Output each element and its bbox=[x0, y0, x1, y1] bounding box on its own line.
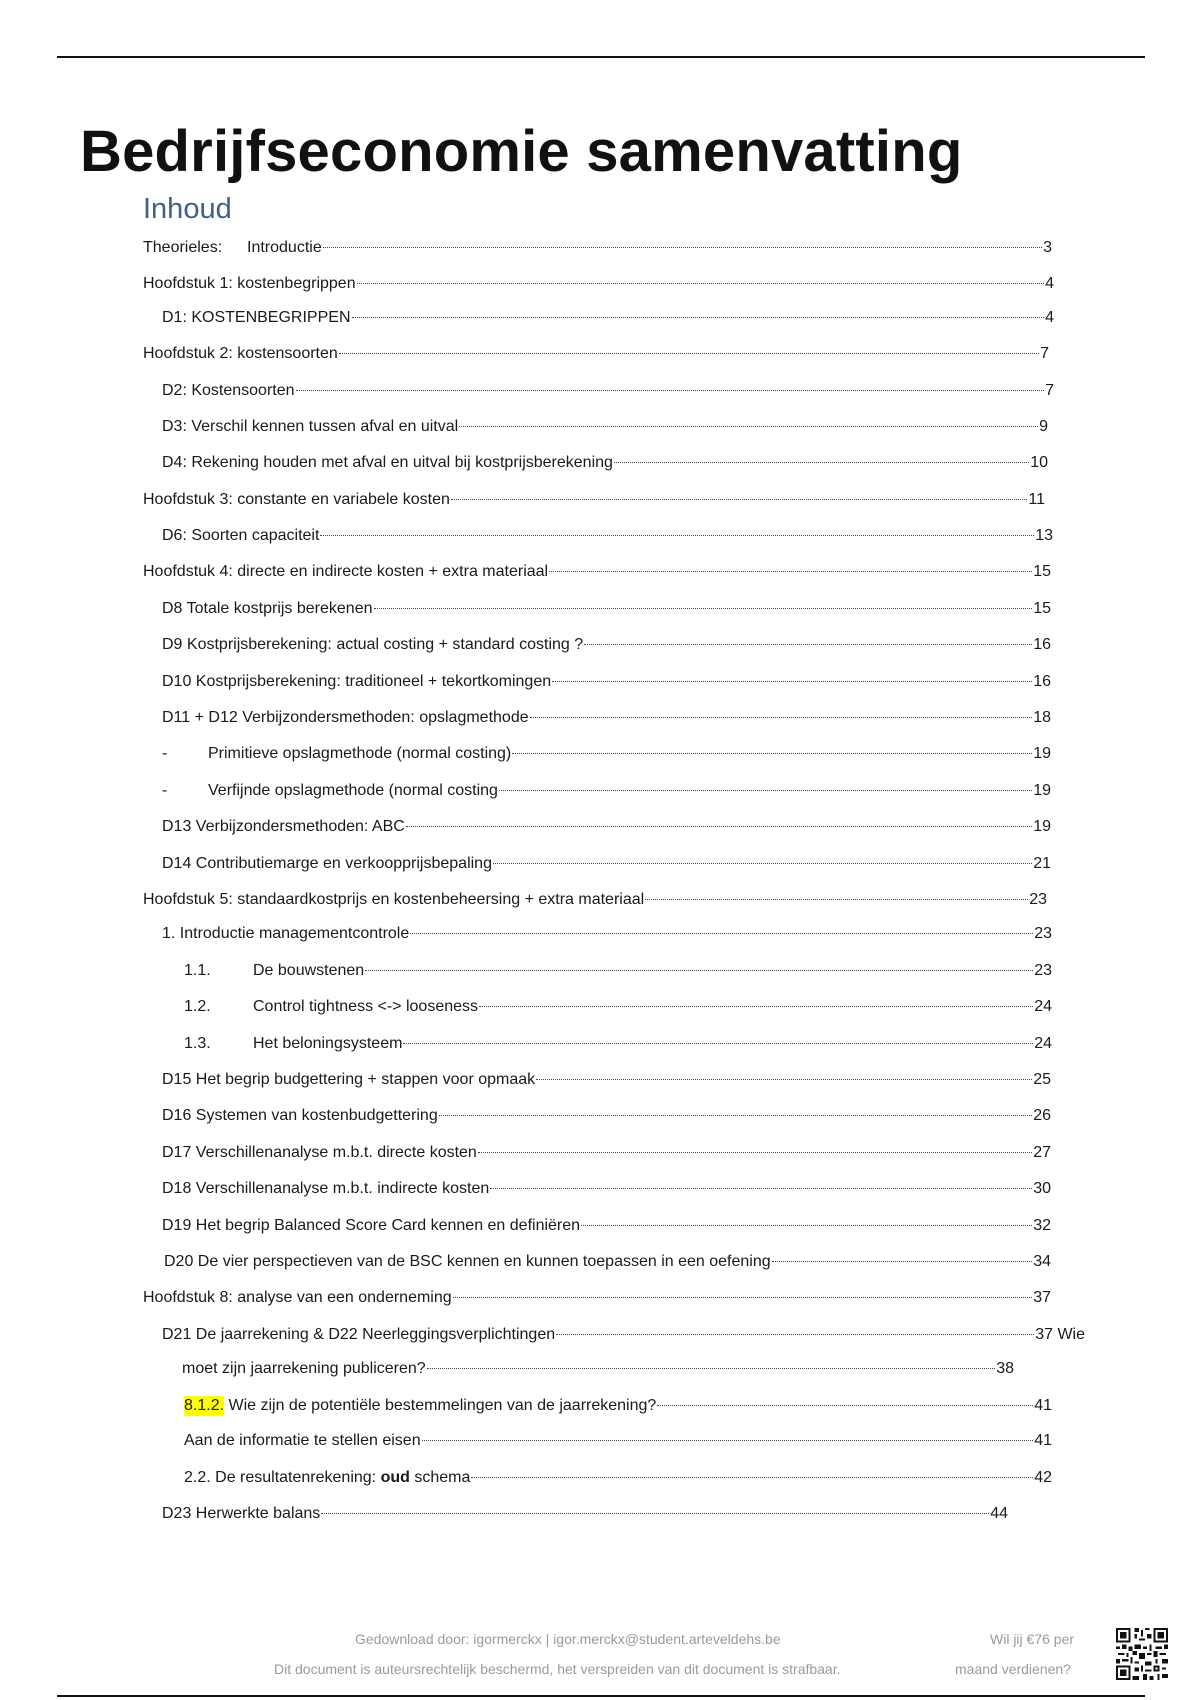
toc-entry-text: 1. Introductie managementcontrole bbox=[162, 925, 410, 942]
toc-leader-dots bbox=[321, 1513, 989, 1514]
toc-entry-text: D2: Kostensoorten bbox=[162, 382, 295, 399]
toc-leader-dots bbox=[490, 1188, 1032, 1189]
toc-entry-d15[interactable] bbox=[162, 1070, 1051, 1090]
toc-entry-hoofdstuk-2[interactable] bbox=[143, 344, 1049, 364]
toc-entry-text: D3: Verschil kennen tussen afval en uitval bbox=[162, 418, 459, 435]
toc-entry-text: D17 Verschillenanalyse m.b.t. directe kosten bbox=[162, 1144, 477, 1161]
toc-entry-text: D10 Kostprijsberekening: traditioneel + tekortkomingen bbox=[162, 673, 552, 690]
toc-leader-dots bbox=[451, 499, 1028, 500]
toc-page-number: 19 bbox=[1033, 782, 1051, 799]
toc-leader-dots bbox=[357, 283, 1045, 284]
toc-entry-text: Hoofdstuk 4: directe en indirecte kosten + extra materiaal bbox=[143, 563, 549, 580]
toc-leader-dots bbox=[439, 1115, 1032, 1116]
toc-entry-text: D14 Contributiemarge en verkoopprijsbepaling bbox=[162, 855, 492, 872]
toc-entry-d10[interactable] bbox=[162, 672, 1051, 692]
toc-entry-text: D20 De vier perspectieven van de BSC kennen en kunnen toepassen in een oefening bbox=[164, 1253, 771, 1270]
toc-entry-text: D4: Rekening houden met afval en uitval bij kostprijsberekening bbox=[162, 454, 613, 471]
toc-entry-text: D15 Het begrip budgettering + stappen voor opmaak bbox=[162, 1071, 536, 1088]
toc-entry-text: D9 Kostprijsberekening: actual costing + standard costing ? bbox=[162, 636, 584, 653]
toc-page-number: 24 bbox=[1034, 998, 1052, 1015]
toc-entry-text bbox=[184, 1468, 470, 1488]
toc-leader-dots bbox=[499, 790, 1032, 791]
toc-page-number: 4 bbox=[1045, 309, 1054, 326]
toc-entry-prefix: Theorieles: bbox=[143, 239, 223, 256]
footer-downloaded-by: Gedownload door: igormerckx | igor.merckx@student.arteveldehs.be bbox=[355, 1631, 781, 1647]
toc-entry-resultatenrekening[interactable] bbox=[184, 1468, 1052, 1488]
toc-entry-hoofdstuk-3[interactable] bbox=[143, 490, 1045, 510]
toc-entry-text: D13 Verbijzondersmethoden: ABC bbox=[162, 818, 405, 835]
toc-page-number: 26 bbox=[1033, 1107, 1051, 1124]
toc-entry-text: Control tightness <-> looseness bbox=[253, 998, 479, 1015]
toc-leader-dots bbox=[512, 753, 1032, 754]
toc-page-number: 7 bbox=[1045, 382, 1054, 399]
toc-page-number: 38 bbox=[996, 1360, 1014, 1377]
toc-leader-dots bbox=[374, 608, 1033, 609]
toc-entry-d2[interactable] bbox=[162, 381, 1054, 401]
toc-page-number: 19 bbox=[1033, 745, 1051, 762]
toc-entry-number: 1.1. bbox=[184, 962, 211, 979]
toc-entry-text: Wie zijn de potentiële bestemmelingen van de jaarrekening? bbox=[224, 1397, 657, 1414]
toc-entry-text: D8 Totale kostprijs berekenen bbox=[162, 600, 373, 617]
toc-leader-dots bbox=[614, 462, 1029, 463]
toc-leader-dots bbox=[365, 970, 1033, 971]
toc-page-number: 18 bbox=[1033, 709, 1051, 726]
toc-leader-dots bbox=[427, 1368, 996, 1369]
toc-entry-d13[interactable] bbox=[162, 817, 1051, 837]
toc-bullet-dash: - bbox=[162, 782, 168, 799]
toc-entry-d1[interactable] bbox=[162, 308, 1054, 328]
toc-page-number: 15 bbox=[1033, 563, 1051, 580]
toc-entry-text: De bouwstenen bbox=[253, 962, 365, 979]
toc-leader-dots bbox=[403, 1043, 1033, 1044]
toc-entry-primitieve-opslagmethode[interactable] bbox=[162, 744, 1051, 764]
toc-page-number: 15 bbox=[1033, 600, 1051, 617]
toc-leader-dots bbox=[453, 1297, 1033, 1298]
toc-page-number: 27 bbox=[1033, 1144, 1051, 1161]
toc-page-number: 42 bbox=[1034, 1469, 1052, 1486]
toc-page-number: 3 bbox=[1043, 239, 1052, 256]
toc-leader-dots bbox=[549, 571, 1032, 572]
toc-page-number: 7 bbox=[1040, 345, 1049, 362]
toc-entry-8-1-2[interactable] bbox=[184, 1396, 1052, 1416]
toc-leader-dots bbox=[459, 426, 1038, 427]
toc-page-number: 25 bbox=[1033, 1071, 1051, 1088]
toc-page-number: 37 bbox=[1035, 1326, 1053, 1343]
toc-entry-text: Hoofdstuk 3: constante en variabele kosten bbox=[143, 491, 450, 508]
toc-page-number: 4 bbox=[1045, 275, 1054, 292]
toc-page-number: 24 bbox=[1034, 1035, 1052, 1052]
toc-entry-number: 1.3. bbox=[184, 1035, 211, 1052]
toc-page-number: 23 bbox=[1029, 891, 1047, 908]
toc-entry-text: Aan de informatie te stellen eisen bbox=[184, 1432, 421, 1449]
toc-entry-text: Het beloningsysteem bbox=[253, 1035, 403, 1052]
toc-page-number: 30 bbox=[1033, 1180, 1051, 1197]
toc-leader-dots bbox=[530, 717, 1033, 718]
toc-entry-text-bold: oud bbox=[380, 1469, 410, 1486]
toc-leader-dots bbox=[471, 1477, 1033, 1478]
toc-entry-introductie-managementcontrole[interactable] bbox=[162, 924, 1052, 944]
toc-entry-hoofdstuk-1[interactable] bbox=[143, 274, 1054, 294]
toc-page-number: 34 bbox=[1033, 1253, 1051, 1270]
toc-leader-dots bbox=[352, 317, 1045, 318]
toc-entry-d11-d12[interactable] bbox=[162, 708, 1051, 728]
toc-entry-d8[interactable] bbox=[162, 599, 1051, 619]
toc-entry-hoofdstuk-5[interactable] bbox=[143, 890, 1047, 910]
toc-leader-dots bbox=[478, 1152, 1032, 1153]
toc-entry-hoofdstuk-8[interactable] bbox=[143, 1288, 1051, 1308]
toc-entry-introductie[interactable] bbox=[143, 238, 1052, 258]
toc-entry-text: D1: KOSTENBEGRIPPEN bbox=[162, 309, 351, 326]
toc-page-number: 41 bbox=[1034, 1397, 1052, 1414]
toc-leader-dots bbox=[493, 863, 1032, 864]
toc-page-number: 32 bbox=[1033, 1217, 1051, 1234]
header-rule bbox=[57, 56, 1145, 58]
toc-leader-dots bbox=[422, 1440, 1034, 1441]
toc-leader-dots bbox=[772, 1261, 1033, 1262]
toc-page-number: 10 bbox=[1030, 454, 1048, 471]
toc-leader-dots bbox=[479, 1006, 1033, 1007]
toc-page-number: 37 bbox=[1033, 1289, 1051, 1306]
toc-page-number: 23 bbox=[1034, 925, 1052, 942]
toc-entry-jaarrekening-publiceren[interactable] bbox=[182, 1359, 1014, 1379]
toc-entry-text: D6: Soorten capaciteit bbox=[162, 527, 320, 544]
toc-entry-text: D23 Herwerkte balans bbox=[162, 1505, 321, 1522]
toc-entry-1-1[interactable] bbox=[184, 961, 1052, 981]
toc-entry-d23[interactable] bbox=[162, 1504, 1008, 1524]
toc-page-number: 9 bbox=[1039, 418, 1048, 435]
toc-entry-d21-d22[interactable] bbox=[162, 1325, 1085, 1345]
toc-page-number: 19 bbox=[1033, 818, 1051, 835]
toc-entry-text: Hoofdstuk 1: kostenbegrippen bbox=[143, 275, 356, 292]
toc-entry-tail-text: Wie bbox=[1053, 1326, 1085, 1343]
toc-page-number: 16 bbox=[1033, 636, 1051, 653]
qr-code-icon[interactable] bbox=[1116, 1628, 1168, 1680]
toc-page-number: 13 bbox=[1035, 527, 1053, 544]
toc-entry-d6[interactable] bbox=[162, 526, 1053, 546]
document-title: Bedrijfseconomie samenvatting bbox=[80, 119, 963, 184]
toc-leader-dots bbox=[339, 353, 1039, 354]
toc-entry-text: Hoofdstuk 2: kostensoorten bbox=[143, 345, 338, 362]
toc-page-number: 44 bbox=[990, 1505, 1008, 1522]
toc-entry-text: D19 Het begrip Balanced Score Card kennen en definiëren bbox=[162, 1217, 581, 1234]
toc-entry-text: D11 + D12 Verbijzondersmethoden: opslagmethode bbox=[162, 709, 529, 726]
toc-page-number: 21 bbox=[1033, 855, 1051, 872]
toc-leader-dots bbox=[406, 826, 1032, 827]
toc-entry-1-2[interactable] bbox=[184, 997, 1052, 1017]
toc-entry-text: D16 Systemen van kostenbudgettering bbox=[162, 1107, 438, 1124]
toc-leader-dots bbox=[657, 1405, 1033, 1406]
toc-entry-text: moet zijn jaarrekening publiceren? bbox=[182, 1360, 426, 1377]
toc-leader-dots bbox=[320, 535, 1034, 536]
footer-rule bbox=[57, 1695, 1145, 1697]
toc-entry-d3[interactable] bbox=[162, 417, 1048, 437]
toc-entry-d9[interactable] bbox=[162, 635, 1051, 655]
toc-entry-text: Primitieve opslagmethode (normal costing) bbox=[208, 745, 512, 762]
toc-entry-number: 1.2. bbox=[184, 998, 211, 1015]
toc-entry-text-part: schema bbox=[409, 1469, 471, 1486]
toc-entry-verfijnde-opslagmethode[interactable] bbox=[162, 781, 1051, 801]
toc-page-number: 41 bbox=[1034, 1432, 1052, 1449]
toc-entry-text-part: 2.2. De resultatenrekening: bbox=[184, 1469, 381, 1486]
toc-leader-dots bbox=[410, 933, 1033, 934]
footer-promo-line-2[interactable]: maand verdienen? bbox=[955, 1661, 1071, 1677]
toc-leader-dots bbox=[645, 899, 1028, 900]
toc-leader-dots bbox=[552, 681, 1032, 682]
toc-entry-hoofdstuk-4[interactable] bbox=[143, 562, 1051, 582]
toc-entry-d16[interactable] bbox=[162, 1106, 1051, 1126]
toc-entry-text: Introductie bbox=[247, 239, 322, 256]
toc-entry-d17[interactable] bbox=[162, 1143, 1051, 1163]
toc-leader-dots bbox=[536, 1079, 1032, 1080]
toc-page-number: 16 bbox=[1033, 673, 1051, 690]
toc-entry-1-3[interactable] bbox=[184, 1034, 1052, 1054]
toc-entry-text: Hoofdstuk 5: standaardkostprijs en kostenbeheersing + extra materiaal bbox=[143, 891, 645, 908]
toc-entry-informatie-eisen[interactable] bbox=[184, 1431, 1052, 1451]
toc-entry-d14[interactable] bbox=[162, 854, 1051, 874]
footer-copyright-notice: Dit document is auteursrechtelijk beschermd, het verspreiden van dit document is strafbaar. bbox=[274, 1661, 841, 1677]
toc-entry-d19[interactable] bbox=[162, 1216, 1051, 1236]
toc-entry-number-highlighted: 8.1.2. bbox=[184, 1397, 225, 1414]
toc-entry-d20[interactable] bbox=[164, 1252, 1051, 1272]
toc-leader-dots bbox=[296, 390, 1045, 391]
toc-entry-d18[interactable] bbox=[162, 1179, 1051, 1199]
footer-promo-line-1[interactable]: Wil jij €76 per bbox=[990, 1631, 1075, 1647]
toc-heading: Inhoud bbox=[143, 193, 232, 225]
toc-leader-dots bbox=[584, 644, 1032, 645]
toc-page-number: 23 bbox=[1034, 962, 1052, 979]
toc-leader-dots bbox=[581, 1225, 1032, 1226]
toc-page-number: 11 bbox=[1028, 491, 1045, 508]
toc-bullet-dash: - bbox=[162, 745, 168, 762]
toc-leader-dots bbox=[323, 247, 1042, 248]
toc-entry-text: Verfijnde opslagmethode (normal costing bbox=[208, 782, 498, 799]
toc-entry-text: Hoofdstuk 8: analyse van een onderneming bbox=[143, 1289, 452, 1306]
toc-entry-d4[interactable] bbox=[162, 453, 1048, 473]
toc-entry-text: D21 De jaarrekening & D22 Neerleggingsverplichtingen bbox=[162, 1326, 556, 1343]
toc-entry-text: D18 Verschillenanalyse m.b.t. indirecte kosten bbox=[162, 1180, 490, 1197]
toc-leader-dots bbox=[556, 1334, 1034, 1335]
